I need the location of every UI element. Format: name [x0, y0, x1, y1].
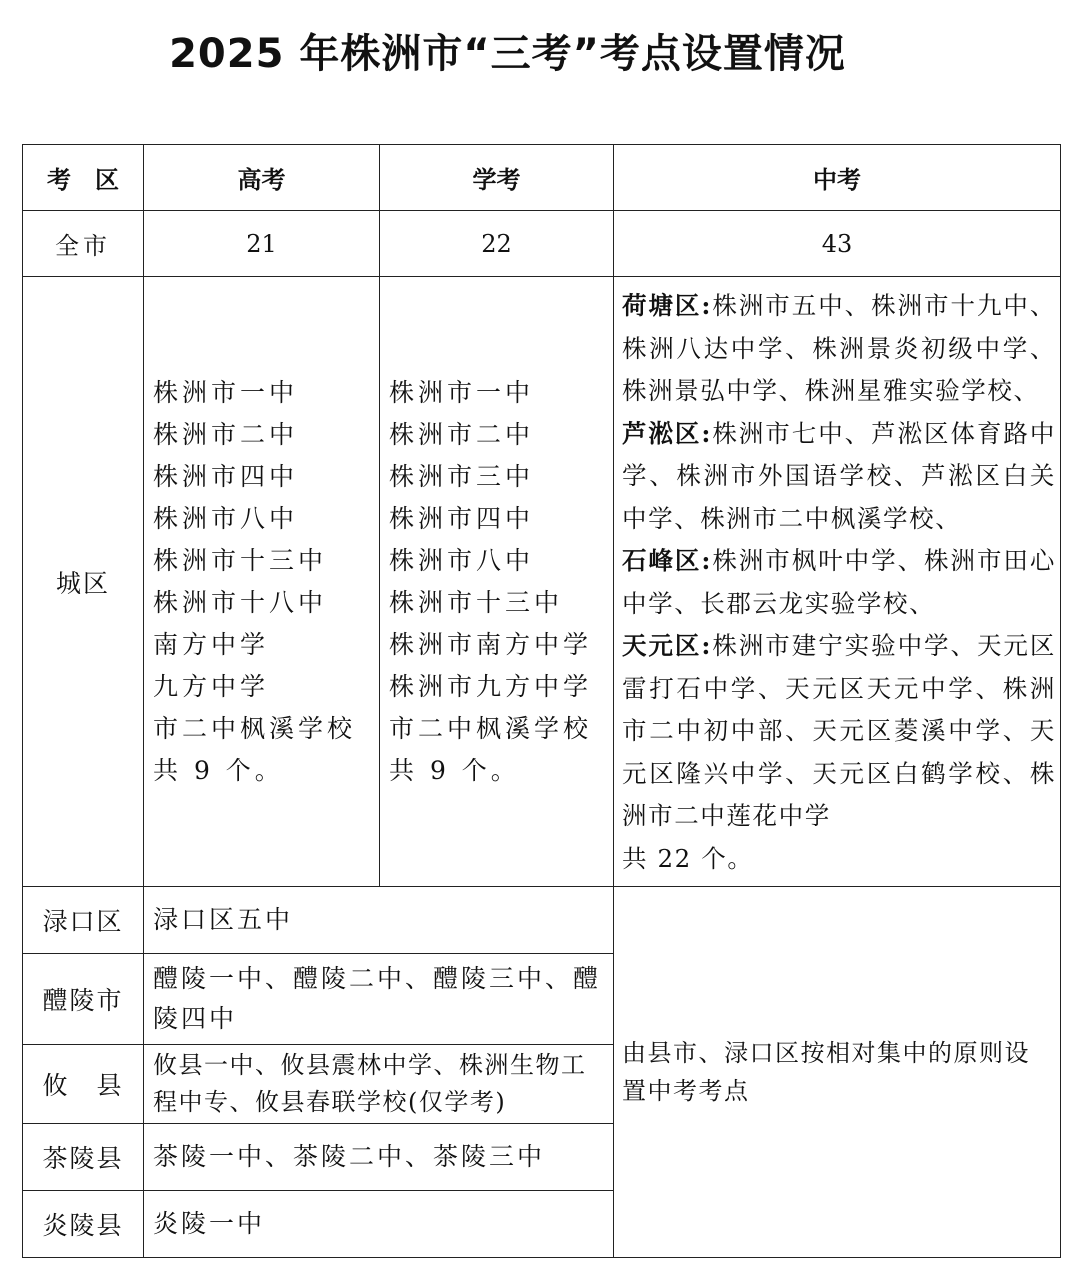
city-total-row: [23, 211, 1061, 277]
list-item: 九方中学: [153, 671, 270, 701]
county-sites: 渌口区五中: [144, 887, 614, 954]
header-xuekao: 学考: [380, 145, 614, 211]
urban-zhongkao-cell: [614, 277, 1061, 887]
county-label: 攸 县: [23, 1045, 144, 1124]
list-item: 株洲市一中: [389, 377, 535, 407]
district-schools: 株洲市七中、芦淞区体育路中学、株洲市外国语学校、芦淞区白关中学、株洲市二中枫溪学校、: [622, 418, 1056, 533]
header-zhongkao: 中考: [614, 145, 1061, 211]
district-name: 荷塘区:: [622, 291, 713, 320]
list-item: 株洲市九方中学: [389, 671, 593, 701]
district-schools: 株洲市建宁实验中学、天元区雷打石中学、天元区天元中学、株洲市二中初中部、天元区菱溪中学、天元区隆兴中学、天元区白鹤学校、株洲市二中莲花中学: [622, 631, 1056, 830]
exam-sites-table: [22, 144, 1061, 1258]
header-gaokao: 高考: [144, 145, 380, 211]
list-item: 株洲市三中: [389, 461, 535, 491]
city-total-zhongkao: 43: [614, 211, 1061, 277]
county-row: [23, 887, 1061, 954]
county-label: 炎陵县: [23, 1191, 144, 1258]
county-label: 醴陵市: [23, 954, 144, 1045]
list-item: 南方中学: [153, 629, 270, 659]
list-item: 株洲市二中: [389, 419, 535, 449]
list-item: 株洲市南方中学: [389, 629, 593, 659]
header-district: 考 区: [23, 145, 144, 211]
list-item: 株洲市十三中: [389, 587, 564, 617]
city-total-label: 全市: [23, 211, 144, 277]
list-item: 市二中枫溪学校: [153, 713, 357, 743]
list-item: 共 9 个。: [389, 755, 520, 785]
list-item: 株洲市十三中: [153, 545, 328, 575]
urban-label: 城区: [23, 277, 144, 887]
list-item: 市二中枫溪学校: [389, 713, 593, 743]
urban-row: [23, 277, 1061, 887]
list-item: 共 9 个。: [153, 755, 284, 785]
list-item: 株洲市一中: [153, 377, 299, 407]
county-zhongkao-note: 由县市、渌口区按相对集中的原则设置中考考点: [614, 887, 1061, 1258]
district-name: 石峰区:: [622, 546, 713, 575]
county-sites: 炎陵一中: [144, 1191, 614, 1258]
list-item: 株洲市八中: [153, 503, 299, 533]
list-item: 株洲市八中: [389, 545, 535, 575]
page-title: 2025 年株洲市“三考”考点设置情况: [169, 31, 846, 77]
urban-gaokao-cell: [144, 277, 380, 887]
district-name: 天元区:: [622, 631, 713, 660]
district-schools: 株洲市枫叶中学、株洲市田心中学、长郡云龙实验学校、: [622, 546, 1056, 618]
county-label: 茶陵县: [23, 1124, 144, 1191]
city-total-xuekao: 22: [380, 211, 614, 277]
list-item: 株洲市四中: [389, 503, 535, 533]
district-name: 芦淞区:: [622, 418, 713, 448]
district-schools: 株洲市五中、株洲市十九中、株洲八达中学、株洲景炎初级中学、株洲景弘中学、株洲星雅实验学校、: [622, 291, 1056, 405]
county-sites: 茶陵一中、茶陵二中、茶陵三中: [144, 1124, 614, 1191]
urban-xuekao-cell: [380, 277, 614, 887]
zhongkao-total: 共 22 个。: [622, 843, 754, 873]
city-total-gaokao: 21: [144, 211, 380, 277]
list-item: 株洲市十八中: [153, 587, 328, 617]
county-sites: 攸县一中、攸县震林中学、株洲生物工程中专、攸县春联学校(仅学考): [144, 1045, 614, 1124]
list-item: 株洲市四中: [153, 461, 299, 491]
header-row: [23, 145, 1061, 211]
list-item: 株洲市二中: [153, 419, 299, 449]
county-sites: 醴陵一中、醴陵二中、醴陵三中、醴陵四中: [144, 954, 614, 1045]
county-label: 渌口区: [23, 887, 144, 954]
